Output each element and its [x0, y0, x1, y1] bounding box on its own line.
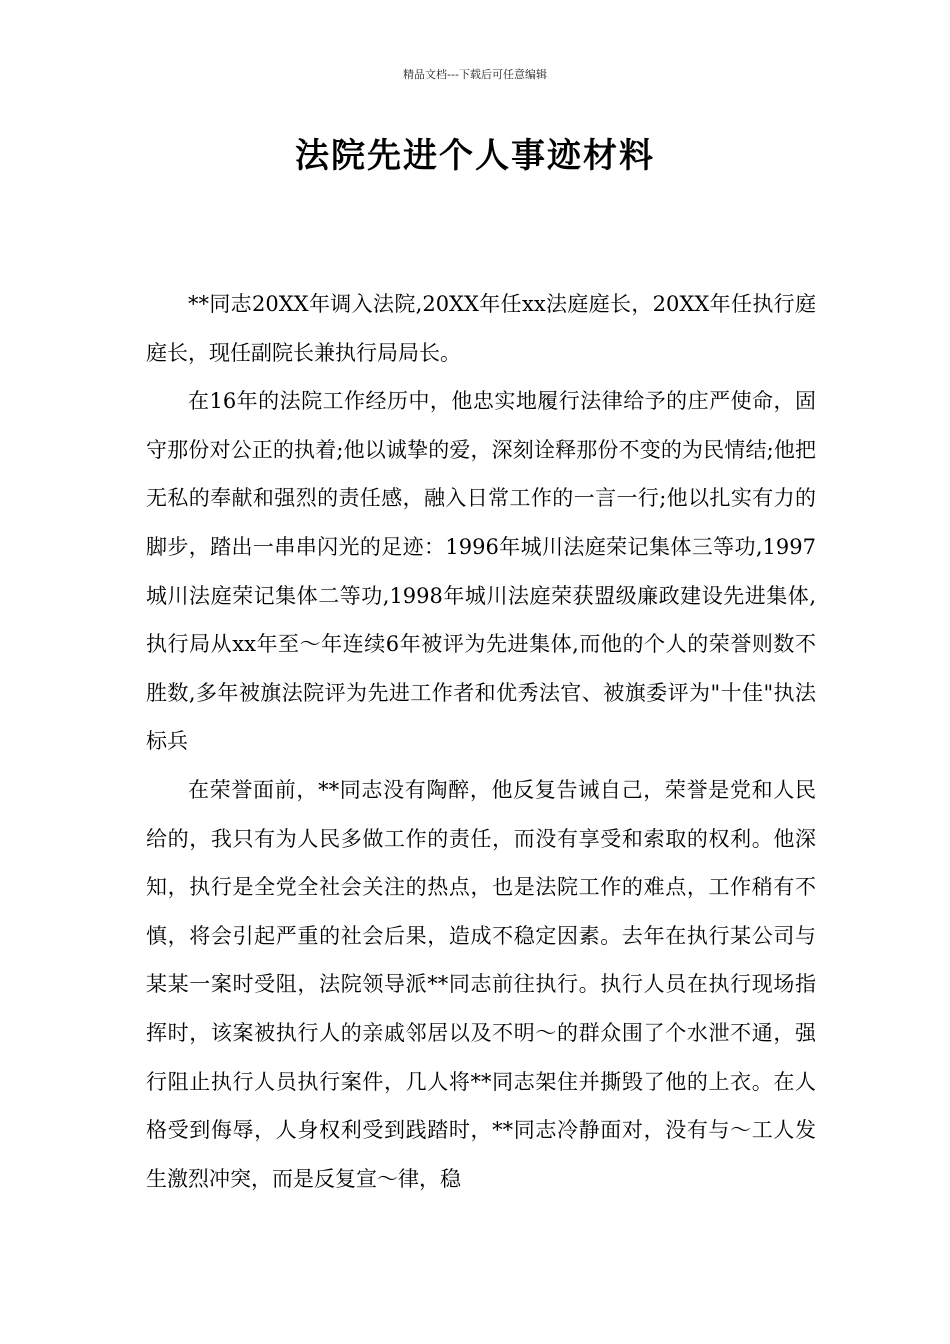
document-body [146, 280, 816, 1203]
paragraph-2: 在16年的法院工作经历中，他忠实地履行法律给予的庄严使命，固守那份对公正的执着;他以诚挚的爱，深刻诠释那份不变的为民情结;他把无私的奉献和强烈的责任感，融入日常工作的一言一行;他以扎实有力的脚步，踏出一串串闪光的足迹：1996年城川法庭荣记集体三等功,1997城川法庭荣记集体二等功,1998年城川法庭荣获盟级廉政建设先进集体,执行局从xx年至～年连续6年被评为先进集体,而他的个人的荣誉则数不胜数,多年被旗法院评为先进工作者和优秀法官、被旗委评为"十佳"执法标兵 [146, 389, 816, 754]
paragraph-1: **同志20XX年调入法院,20XX年任xx法庭庭长，20XX年任执行庭庭长，现任副院长兼执行局局长。 [146, 292, 816, 365]
paragraph-3: 在荣誉面前，**同志没有陶醉，他反复告诫自己，荣誉是党和人民给的，我只有为人民多做工作的责任，而没有享受和索取的权利。他深知，执行是全党全社会关注的热点，也是法院工作的难点，工作稍有不慎，将会引起严重的社会后果，造成不稳定因素。去年在执行某公司与某某一案时受阻，法院领导派**同志前往执行。执行人员在执行现场指挥时，该案被执行人的亲戚邻居以及不明～的群众围了个水泄不通，强行阻止执行人员执行案件，几人将**同志架住并撕毁了他的上衣。在人格受到侮辱，人身权利受到践踏时，**同志冷静面对，没有与～工人发生激烈冲突，而是反复宣～律，稳 [146, 777, 816, 1191]
header-note: 精品文档---下载后可任意编辑 [403, 68, 547, 81]
document-title: 法院先进个人事迹材料 [295, 136, 655, 176]
